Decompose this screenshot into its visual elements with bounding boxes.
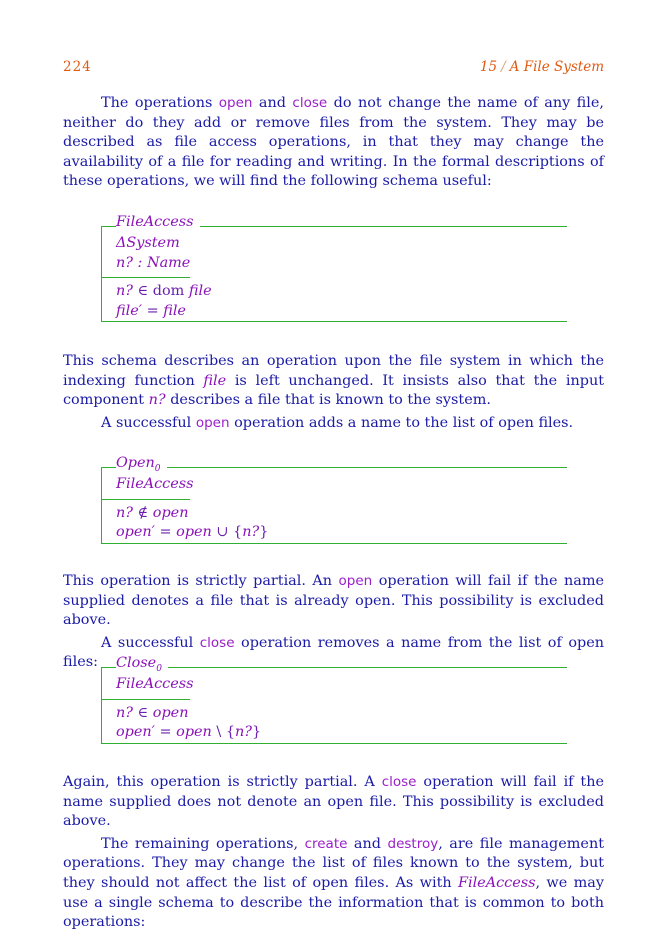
chapter-number: 15 xyxy=(479,59,498,75)
page-number: 224 xyxy=(63,59,92,75)
schema-divider xyxy=(102,699,190,700)
paragraph-2: This schema describes an operation upon the file system in which the indexing function file is left unchanged. It insists also that the input component n? describes a file that is known to the system. A successful open operation adds a name to the list of open files. xyxy=(63,352,604,433)
schema-title: Open$_0$ xyxy=(116,455,167,474)
paragraph-5: A successful close operation removes a name from the list of open files: xyxy=(63,634,604,671)
paragraph-4: This operation is strictly partial. An open operation will fail if the name supplied denotes a file that is already open. This possibility is excluded above. A successful close operation removes a name from the list of open files: xyxy=(63,572,604,673)
schema-divider xyxy=(102,499,190,500)
text: The operations xyxy=(101,95,219,111)
schema-declaration: FileAccess xyxy=(116,676,194,692)
paragraph-7: The remaining operations, create and destroy, are file management operations. They may change the list of files known to the system, but they should not affect the list of open files. As with FileAccess, we may use a single schema to describe the information that is common to both operations: xyxy=(63,835,604,931)
paragraph-6: Again, this operation is strictly partial. A close operation will fail if the name supplied does not denote an open file. This possibility is excluded above. The remaining operations, create and destroy, are file management operations. They may change the list of files known to the system, but they should not affect the list of open files. As with FileAccess, we may use a single schema to describe the information that is common to both operations: xyxy=(63,773,604,933)
keyword-create: create xyxy=(304,835,348,852)
schema-close0 xyxy=(101,655,567,744)
keyword-open: open xyxy=(195,414,230,431)
schema-file-access xyxy=(101,214,567,322)
paragraph-1 xyxy=(63,94,604,192)
schema-predicate: open′ = open ∪ {n?} xyxy=(116,524,269,540)
schema-declaration: FileAccess xyxy=(116,476,194,492)
schema-predicate: n? ∈ open xyxy=(116,704,189,721)
schema-predicate: n? ∉ open xyxy=(116,504,189,521)
keyword-destroy: destroy xyxy=(387,835,439,852)
chapter-heading xyxy=(480,59,604,75)
chapter-title: A File System xyxy=(509,59,604,75)
keyword-open: open xyxy=(338,573,373,589)
schema-predicate: file′ = file xyxy=(116,302,186,319)
text: do not change the name of any file, neither do they add or remove files from the system. They may be described as file access operations, in that they may change the availability of a file for reading and writing. In the formal descriptions of these operations, we will find the following schema useful: xyxy=(63,95,604,190)
text: and xyxy=(252,95,293,111)
keyword-close: close xyxy=(199,634,235,651)
schema-predicate: open′ = open \ {n?} xyxy=(116,724,262,740)
paragraph-3: A successful open operation adds a name to the list of open files. xyxy=(101,414,574,431)
schema-declaration: n? : Name xyxy=(116,254,191,271)
keyword-close: close xyxy=(292,95,328,111)
inline-math: FileAccess xyxy=(457,874,536,891)
schema-predicate: n? ∈ dom file xyxy=(116,283,212,299)
inline-math: file xyxy=(203,372,227,389)
keyword-close: close xyxy=(381,774,417,790)
schema-open0 xyxy=(101,455,567,544)
schema-divider xyxy=(102,277,190,278)
schema-declaration: ΔSystem xyxy=(116,235,180,251)
schema-title: Close$_0$ xyxy=(116,655,168,674)
inline-math: n? xyxy=(148,392,166,409)
header-separator: / xyxy=(501,59,506,75)
schema-title: FileAccess xyxy=(116,214,200,230)
keyword-open: open xyxy=(218,95,253,111)
